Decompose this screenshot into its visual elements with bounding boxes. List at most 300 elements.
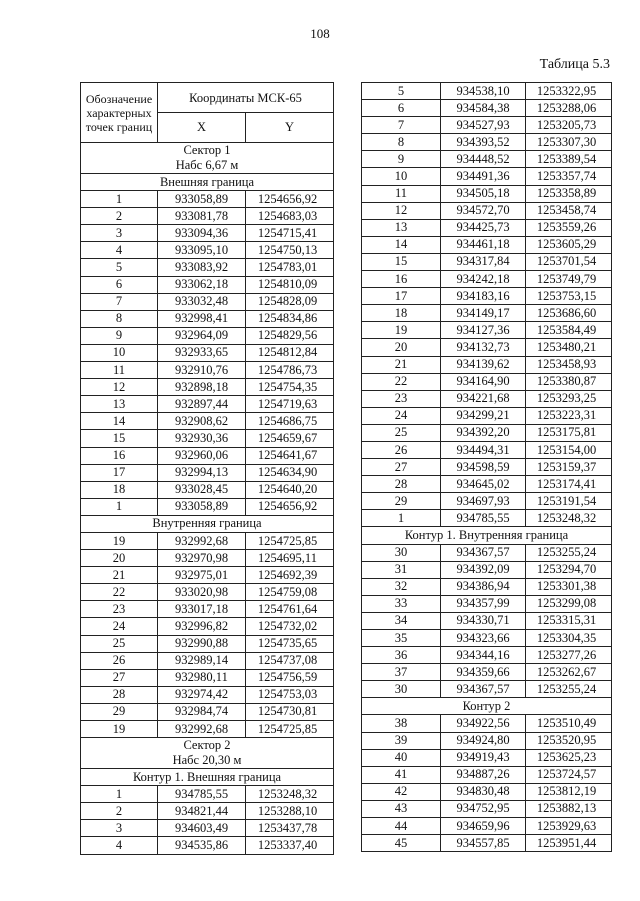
point-number: 25	[81, 635, 158, 652]
table-row	[81, 481, 334, 498]
y-value: 1254834,86	[246, 310, 334, 327]
x-header: X	[158, 113, 246, 143]
y-value: 1254725,85	[246, 721, 334, 738]
table-row	[81, 362, 334, 379]
y-value: 1253724,57	[526, 766, 612, 783]
point-label-header: Обозначение характерных точек границ	[81, 83, 158, 143]
section-row	[81, 515, 334, 532]
x-value: 932898,18	[158, 379, 246, 396]
y-value: 1254735,65	[246, 635, 334, 652]
x-value: 932960,06	[158, 447, 246, 464]
point-number: 4	[81, 242, 158, 259]
table-row	[81, 430, 334, 447]
x-value: 933094,36	[158, 225, 246, 242]
y-value: 1254730,81	[246, 703, 334, 720]
y-value: 1253520,95	[526, 732, 612, 749]
point-number: 3	[81, 225, 158, 242]
x-value: 934461,18	[441, 236, 526, 253]
y-value: 1254737,08	[246, 652, 334, 669]
x-value: 932930,36	[158, 430, 246, 447]
table-row	[362, 578, 612, 595]
table-row	[362, 288, 612, 305]
table-row	[81, 259, 334, 276]
point-number: 39	[362, 732, 441, 749]
x-value: 934505,18	[441, 185, 526, 202]
x-value: 933095,10	[158, 242, 246, 259]
x-value: 934425,73	[441, 219, 526, 236]
x-value: 934557,85	[441, 835, 526, 852]
x-value: 934317,84	[441, 253, 526, 270]
x-value: 934887,26	[441, 766, 526, 783]
table-row	[81, 721, 334, 738]
y-value: 1254828,09	[246, 293, 334, 310]
point-number: 8	[81, 310, 158, 327]
section-title-line: Контур 1. Внешняя граница	[132, 769, 282, 784]
point-number: 31	[362, 561, 441, 578]
section-title-line: Сектор 1	[183, 143, 231, 157]
x-value: 934344,16	[441, 647, 526, 664]
point-number: 12	[81, 379, 158, 396]
x-value: 934221,68	[441, 390, 526, 407]
point-number: 45	[362, 835, 441, 852]
x-value: 934924,80	[441, 732, 526, 749]
table-row	[362, 202, 612, 219]
x-value: 934392,20	[441, 424, 526, 441]
x-value: 934697,93	[441, 493, 526, 510]
x-value: 932975,01	[158, 567, 246, 584]
section-row	[81, 738, 334, 769]
point-number: 7	[362, 117, 441, 134]
x-value: 933028,45	[158, 481, 246, 498]
y-value: 1254695,11	[246, 550, 334, 567]
point-number: 36	[362, 647, 441, 664]
y-value: 1254641,67	[246, 447, 334, 464]
point-number: 22	[362, 373, 441, 390]
x-value: 934830,48	[441, 783, 526, 800]
point-number: 2	[81, 803, 158, 820]
table-row	[81, 786, 334, 803]
x-value: 932964,09	[158, 327, 246, 344]
x-value: 934323,66	[441, 630, 526, 647]
section-title-line: Контур 2	[462, 698, 511, 713]
y-value: 1253510,49	[526, 715, 612, 732]
y-value: 1254692,39	[246, 567, 334, 584]
x-value: 932908,62	[158, 413, 246, 430]
y-value: 1254719,63	[246, 396, 334, 413]
point-number: 9	[362, 151, 441, 168]
y-value: 1253701,54	[526, 253, 612, 270]
point-number: 41	[362, 766, 441, 783]
section-row	[81, 174, 334, 191]
x-value: 934359,66	[441, 664, 526, 681]
x-value: 934645,02	[441, 476, 526, 493]
y-value: 1253255,24	[526, 681, 612, 698]
point-number: 30	[362, 544, 441, 561]
coordinates-table-left	[80, 82, 334, 855]
point-number: 2	[81, 208, 158, 225]
right-table-body	[362, 83, 612, 852]
point-number: 4	[81, 837, 158, 854]
x-value: 934183,16	[441, 288, 526, 305]
y-value: 1253625,23	[526, 749, 612, 766]
section-title-line: Набс 20,30 м	[172, 753, 242, 768]
x-value: 934392,09	[441, 561, 526, 578]
point-number: 21	[362, 356, 441, 373]
y-value: 1253154,00	[526, 441, 612, 458]
y-value: 1254761,64	[246, 601, 334, 618]
x-value: 934527,93	[441, 117, 526, 134]
section-title	[81, 769, 334, 786]
y-value: 1254656,92	[246, 498, 334, 515]
y-value: 1253175,81	[526, 424, 612, 441]
table-row	[362, 305, 612, 322]
table-row	[362, 134, 612, 151]
y-value: 1254659,67	[246, 430, 334, 447]
y-value: 1253174,41	[526, 476, 612, 493]
x-value: 934785,55	[441, 510, 526, 527]
table-row	[81, 686, 334, 703]
table-header-row	[81, 83, 334, 113]
section-row	[81, 143, 334, 174]
point-number: 23	[362, 390, 441, 407]
coords-header: Координаты МСК-65	[158, 83, 334, 113]
x-value: 934149,17	[441, 305, 526, 322]
x-value: 932984,74	[158, 703, 246, 720]
y-value: 1253357,74	[526, 168, 612, 185]
y-value: 1253584,49	[526, 322, 612, 339]
y-value: 1254759,08	[246, 584, 334, 601]
table-caption: Таблица 5.3	[539, 57, 610, 72]
table-row	[362, 561, 612, 578]
x-value: 932980,11	[158, 669, 246, 686]
y-value: 1253437,78	[246, 820, 334, 837]
table-row	[362, 339, 612, 356]
x-value: 933081,78	[158, 208, 246, 225]
y-value: 1254715,41	[246, 225, 334, 242]
x-value: 932990,88	[158, 635, 246, 652]
y-value: 1253812,19	[526, 783, 612, 800]
table-row	[362, 117, 612, 134]
point-number: 1	[81, 498, 158, 515]
table-row	[81, 669, 334, 686]
y-value: 1253389,54	[526, 151, 612, 168]
y-value: 1253248,32	[246, 786, 334, 803]
section-row	[362, 527, 612, 544]
x-value: 934821,44	[158, 803, 246, 820]
x-value: 934659,96	[441, 818, 526, 835]
table-row	[362, 732, 612, 749]
section-title	[362, 527, 612, 544]
table-row	[81, 532, 334, 549]
point-number: 26	[362, 441, 441, 458]
y-value: 1253458,93	[526, 356, 612, 373]
x-value: 934752,95	[441, 800, 526, 817]
point-number: 21	[81, 567, 158, 584]
table-row	[362, 664, 612, 681]
table-row	[362, 100, 612, 117]
y-header: Y	[246, 113, 334, 143]
table-row	[362, 715, 612, 732]
table-row	[362, 630, 612, 647]
point-number: 22	[81, 584, 158, 601]
point-number: 1	[362, 510, 441, 527]
table-row	[362, 356, 612, 373]
x-value: 934367,57	[441, 544, 526, 561]
point-number: 1	[81, 191, 158, 208]
x-value: 934448,52	[441, 151, 526, 168]
table-row	[81, 293, 334, 310]
point-number: 9	[81, 327, 158, 344]
point-number: 12	[362, 202, 441, 219]
point-number: 19	[81, 532, 158, 549]
table-row	[81, 327, 334, 344]
point-number: 8	[362, 134, 441, 151]
y-value: 1253294,70	[526, 561, 612, 578]
y-value: 1253480,21	[526, 339, 612, 356]
point-number: 5	[81, 259, 158, 276]
y-value: 1253304,35	[526, 630, 612, 647]
point-number: 34	[362, 612, 441, 629]
x-value: 933062,18	[158, 276, 246, 293]
x-value: 934127,36	[441, 322, 526, 339]
y-value: 1253288,10	[246, 803, 334, 820]
point-number: 10	[81, 344, 158, 361]
y-value: 1253929,63	[526, 818, 612, 835]
x-value: 934299,21	[441, 407, 526, 424]
x-value: 933032,48	[158, 293, 246, 310]
point-number: 5	[362, 83, 441, 100]
table-row	[81, 498, 334, 515]
y-value: 1253951,44	[526, 835, 612, 852]
table-row	[81, 803, 334, 820]
x-value: 932974,42	[158, 686, 246, 703]
x-value: 934330,71	[441, 612, 526, 629]
x-value: 932970,98	[158, 550, 246, 567]
x-value: 934494,31	[441, 441, 526, 458]
x-value: 932998,41	[158, 310, 246, 327]
table-row	[362, 612, 612, 629]
table-row	[362, 835, 612, 852]
table-row	[81, 635, 334, 652]
point-number: 15	[362, 253, 441, 270]
point-number: 28	[81, 686, 158, 703]
point-number: 35	[362, 630, 441, 647]
point-number: 30	[362, 681, 441, 698]
point-number: 27	[362, 459, 441, 476]
y-value: 1254732,02	[246, 618, 334, 635]
table-row	[362, 168, 612, 185]
table-row	[362, 390, 612, 407]
table-row	[362, 818, 612, 835]
x-value: 933020,98	[158, 584, 246, 601]
point-number: 14	[362, 236, 441, 253]
x-value: 932994,13	[158, 464, 246, 481]
y-value: 1254786,73	[246, 362, 334, 379]
point-number: 18	[362, 305, 441, 322]
table-row	[81, 191, 334, 208]
table-row	[362, 407, 612, 424]
y-value: 1254656,92	[246, 191, 334, 208]
point-number: 29	[362, 493, 441, 510]
y-value: 1254754,35	[246, 379, 334, 396]
section-title	[81, 174, 334, 191]
point-number: 6	[81, 276, 158, 293]
table-row	[362, 253, 612, 270]
section-row	[362, 698, 612, 715]
x-value: 932996,82	[158, 618, 246, 635]
y-value: 1253358,89	[526, 185, 612, 202]
y-value: 1254640,20	[246, 481, 334, 498]
point-number: 17	[81, 464, 158, 481]
y-value: 1253753,15	[526, 288, 612, 305]
table-row	[81, 820, 334, 837]
x-value: 932992,68	[158, 721, 246, 738]
table-row	[81, 379, 334, 396]
table-row	[81, 601, 334, 618]
point-number: 42	[362, 783, 441, 800]
y-value: 1253277,26	[526, 647, 612, 664]
x-value: 934922,56	[441, 715, 526, 732]
x-value: 934919,43	[441, 749, 526, 766]
point-number: 10	[362, 168, 441, 185]
section-title	[81, 515, 334, 532]
table-row	[362, 476, 612, 493]
x-value: 934572,70	[441, 202, 526, 219]
section-title	[362, 698, 612, 715]
section-title-line: Внешняя граница	[159, 174, 255, 189]
x-value: 934164,90	[441, 373, 526, 390]
table-row	[81, 550, 334, 567]
table-row	[362, 236, 612, 253]
point-number: 23	[81, 601, 158, 618]
point-number: 20	[362, 339, 441, 356]
point-number: 44	[362, 818, 441, 835]
point-number: 24	[362, 407, 441, 424]
section-title-line: Внутренняя граница	[152, 516, 262, 531]
y-value: 1253159,37	[526, 459, 612, 476]
table-row	[362, 322, 612, 339]
point-number: 7	[81, 293, 158, 310]
point-number: 37	[362, 664, 441, 681]
table-row	[81, 242, 334, 259]
section-title	[81, 143, 334, 174]
x-value: 933058,89	[158, 498, 246, 515]
y-value: 1254753,03	[246, 686, 334, 703]
point-number: 32	[362, 578, 441, 595]
table-row	[81, 413, 334, 430]
x-value: 933017,18	[158, 601, 246, 618]
x-value: 933083,92	[158, 259, 246, 276]
x-value: 932992,68	[158, 532, 246, 549]
table-row	[362, 271, 612, 288]
table-row	[362, 441, 612, 458]
table-row	[362, 800, 612, 817]
table-row	[81, 396, 334, 413]
y-value: 1254812,84	[246, 344, 334, 361]
point-number: 13	[362, 219, 441, 236]
x-value: 934491,36	[441, 168, 526, 185]
x-value: 934357,99	[441, 595, 526, 612]
table-row	[81, 618, 334, 635]
table-row	[81, 703, 334, 720]
x-value: 934367,57	[441, 681, 526, 698]
table-row	[81, 310, 334, 327]
point-number: 20	[81, 550, 158, 567]
section-title	[81, 738, 334, 769]
table-row	[362, 83, 612, 100]
y-value: 1254756,59	[246, 669, 334, 686]
x-value: 933058,89	[158, 191, 246, 208]
x-value: 934785,55	[158, 786, 246, 803]
point-number: 18	[81, 481, 158, 498]
x-value: 934603,49	[158, 820, 246, 837]
y-value: 1253337,40	[246, 837, 334, 854]
table-row	[362, 749, 612, 766]
point-number: 25	[362, 424, 441, 441]
table-row	[362, 681, 612, 698]
x-value: 934139,62	[441, 356, 526, 373]
y-value: 1253255,24	[526, 544, 612, 561]
table-row	[81, 208, 334, 225]
section-row	[81, 769, 334, 786]
point-number: 19	[362, 322, 441, 339]
point-number: 11	[362, 185, 441, 202]
y-value: 1253293,25	[526, 390, 612, 407]
y-value: 1254634,90	[246, 464, 334, 481]
point-number: 24	[81, 618, 158, 635]
x-value: 932933,65	[158, 344, 246, 361]
y-value: 1253191,54	[526, 493, 612, 510]
table-row	[81, 837, 334, 854]
table-row	[362, 185, 612, 202]
point-number: 43	[362, 800, 441, 817]
table-row	[362, 219, 612, 236]
y-value: 1253458,74	[526, 202, 612, 219]
y-value: 1253301,38	[526, 578, 612, 595]
table-row	[362, 595, 612, 612]
y-value: 1254725,85	[246, 532, 334, 549]
table-row	[81, 652, 334, 669]
x-value: 934132,73	[441, 339, 526, 356]
section-title-line: Набс 6,67 м	[175, 158, 239, 172]
x-value: 934538,10	[441, 83, 526, 100]
point-number: 16	[362, 271, 441, 288]
y-value: 1253307,30	[526, 134, 612, 151]
point-number: 33	[362, 595, 441, 612]
point-number: 17	[362, 288, 441, 305]
point-number: 13	[81, 396, 158, 413]
point-number: 15	[81, 430, 158, 447]
x-value: 934535,86	[158, 837, 246, 854]
point-number: 38	[362, 715, 441, 732]
y-value: 1254750,13	[246, 242, 334, 259]
y-value: 1254810,09	[246, 276, 334, 293]
y-value: 1253288,06	[526, 100, 612, 117]
table-row	[362, 544, 612, 561]
point-number: 3	[81, 820, 158, 837]
y-value: 1253248,32	[526, 510, 612, 527]
x-value: 934393,52	[441, 134, 526, 151]
page-number: 108	[310, 26, 330, 41]
y-value: 1253322,95	[526, 83, 612, 100]
table-row	[362, 766, 612, 783]
y-value: 1253223,31	[526, 407, 612, 424]
point-number: 27	[81, 669, 158, 686]
y-value: 1253882,13	[526, 800, 612, 817]
y-value: 1253686,60	[526, 305, 612, 322]
left-table-body	[81, 143, 334, 855]
y-value: 1253262,67	[526, 664, 612, 681]
